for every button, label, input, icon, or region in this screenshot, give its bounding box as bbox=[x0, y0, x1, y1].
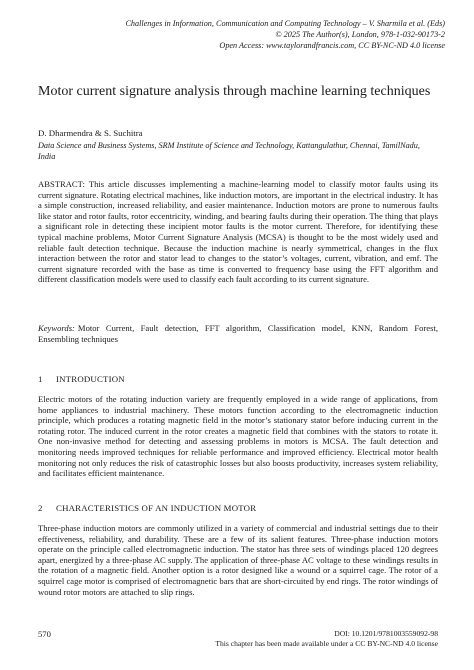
header-line-1: Challenges in Information, Communication and Computing Technology – V. Sharmila et al. (Eds) bbox=[125, 19, 445, 28]
section-heading-characteristics bbox=[38, 503, 256, 514]
abstract bbox=[38, 179, 438, 285]
footer-notes bbox=[160, 629, 438, 649]
keywords bbox=[38, 323, 438, 344]
doi-text: DOI: 10.1201/9781003559092-98 bbox=[334, 629, 438, 638]
section-number: 2 bbox=[38, 503, 43, 513]
section-body-introduction: Electric motors of the rotating induction variety are frequently employed in a wide range of applications, from home appliances to industrial machinery. These motors function according to the electromagnetic induction principle, which produces a rotating magnetic field in the motor’s stationary stator before inducing current in the rotating rotor. The induced current in the rotor creates a magnetic field that combines with the stators to rotate it. One non-invasive method for detecting and assessing problems in motors is MCSA. The fault detection and monitoring needs improved techniques for reliable performance and improved efficiency. Electrical motor health monitoring not only reduces the risk of catastrophic losses but also boosts productivity, increases system reliability, and facilitates efficient maintenance. bbox=[38, 394, 438, 479]
author-affiliation: Data Science and Business Systems, SRM Institute of Science and Technology, Kattangulathur, Chennai, TamilNadu, India bbox=[38, 141, 420, 161]
section-title: INTRODUCTION bbox=[56, 374, 125, 384]
running-header bbox=[30, 18, 445, 51]
abstract-text: This article discusses implementing a machine-learning model to classify motor faults using its current signature. Rotating electrical machines, like induction motors, are important in the electrical industry. It has a simple construction, increased reliability, and easier maintenance. Induction motors are prone to numerous faults like stator and rotor faults, rotor eccentricity, winding, and bearing faults during their operation. The thing that plays a significant role in detecting these incipient motor faults is the motor current. Therefore, for identifying these typical machine problems, Motor Current Signature Analysis (MCSA) is thought to be the most widely used and reliable fault detection technique. Because the induction machine is nearly symmetrical, changes in the flux interaction between the rotor and stator lead to changes to the stator’s voltages, current, vibration, and emf. The current signature recorded with the base as time is converted to frequency base using the FFT algorithm and different classification models were used to classify each fault according to its current signature. bbox=[38, 179, 438, 285]
section-body-characteristics: Three-phase induction motors are commonly utilized in a variety of commercial and industrial settings due to their effectiveness, reliability, and durability. These are a few of its salient features. Three-phase induction motors operate on the principle called electromagnetic induction. The stator has three sets of windings placed 120 degrees apart, energized by a three-phase AC supply. The application of three-phase AC voltage to these windings results in the rotation of a magnetic field. Another option is a rotor designed like a wound or a squirrel cage. The rotor of a squirrel cage motor is comprised of electromagnetic bars that are short-circuited by end rings. The rotor windings of wound rotor motors are attached to slip rings. bbox=[38, 523, 438, 597]
section-heading-introduction bbox=[38, 374, 125, 385]
section-title: CHARACTERISTICS OF AN INDUCTION MOTOR bbox=[56, 503, 257, 513]
abstract-label: ABSTRACT: bbox=[38, 179, 85, 189]
header-line-2: © 2025 The Author(s), London, 978-1-032-90173-2 bbox=[275, 30, 445, 39]
keywords-label: Keywords: bbox=[38, 323, 75, 333]
author-list: D. Dharmendra & S. Suchitra bbox=[38, 128, 143, 138]
page-number: 570 bbox=[38, 629, 51, 639]
section-number: 1 bbox=[38, 374, 43, 384]
license-text: This chapter has been made available under a CC BY-NC-ND 4.0 license bbox=[215, 639, 438, 648]
paper-title: Motor current signature analysis through machine learning techniques bbox=[38, 84, 431, 99]
header-line-3: Open Access: www.taylorandfrancis.com, CC BY-NC-ND 4.0 license bbox=[219, 41, 445, 50]
keywords-text: Motor Current, Fault detection, FFT algorithm, Classification model, KNN, Random Forest, Ensembling techniques bbox=[38, 323, 438, 344]
